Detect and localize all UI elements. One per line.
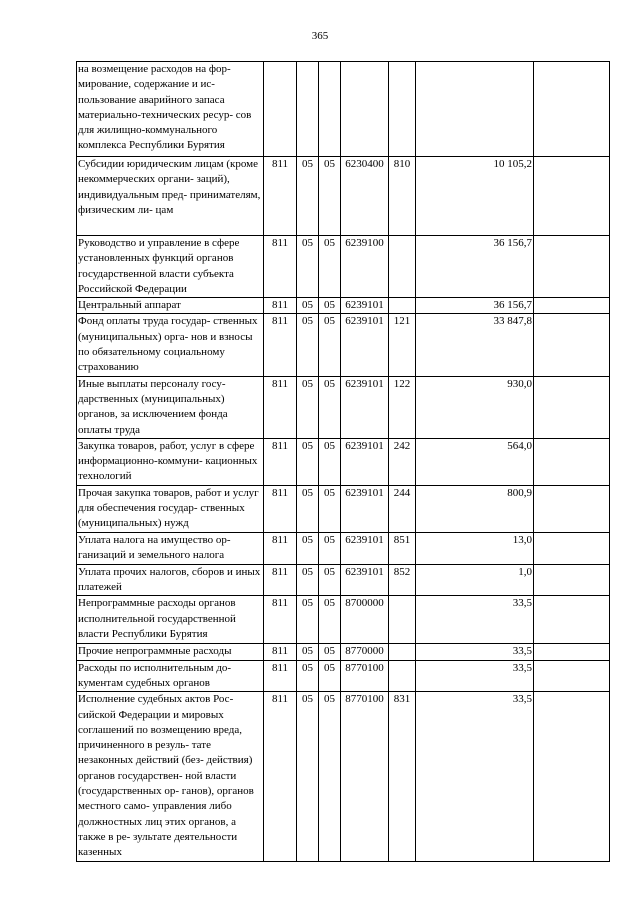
table-row (77, 314, 610, 376)
table-row (77, 298, 610, 314)
section-code: 05 (297, 564, 319, 596)
article-code: 8700000 (341, 596, 389, 644)
section-code: 05 (297, 660, 319, 692)
subsection-code: 05 (319, 532, 341, 564)
section-code: 05 (297, 438, 319, 485)
department-code: 811 (264, 376, 297, 438)
amount: 10 105,2 (416, 157, 534, 236)
amount: 930,0 (416, 376, 534, 438)
empty-cell (534, 62, 610, 157)
subsection-code: 05 (319, 596, 341, 644)
amount: 33 847,8 (416, 314, 534, 376)
article-code: 6239101 (341, 438, 389, 485)
article-code: 6230400 (341, 157, 389, 236)
subsection-code: 05 (319, 485, 341, 532)
expense-type-code: 852 (389, 564, 416, 596)
article-code (341, 62, 389, 157)
department-code: 811 (264, 532, 297, 564)
amount: 33,5 (416, 660, 534, 692)
subsection-code (319, 62, 341, 157)
expense-type-code (389, 644, 416, 660)
table-row (77, 485, 610, 532)
amount (416, 62, 534, 157)
section-code: 05 (297, 644, 319, 660)
amount: 33,5 (416, 644, 534, 660)
department-code: 811 (264, 660, 297, 692)
department-code: 811 (264, 644, 297, 660)
department-code: 811 (264, 298, 297, 314)
empty-cell (534, 236, 610, 298)
empty-cell (534, 298, 610, 314)
table-row (77, 644, 610, 660)
department-code: 811 (264, 157, 297, 236)
table-row (77, 376, 610, 438)
row-label: Фонд оплаты труда государ- ственных (муниципальных) орга- нов и взносы по обязательному социальному страхованию (77, 314, 264, 376)
table-row (77, 157, 610, 236)
department-code: 811 (264, 236, 297, 298)
article-code: 6239101 (341, 376, 389, 438)
section-code: 05 (297, 157, 319, 236)
empty-cell (534, 485, 610, 532)
table-row (77, 564, 610, 596)
section-code: 05 (297, 236, 319, 298)
department-code: 811 (264, 485, 297, 532)
amount: 33,5 (416, 596, 534, 644)
department-code: 811 (264, 564, 297, 596)
row-label: на возмещение расходов на фор- мирование, содержание и ис- пользование аварийного запаса материально-технических ресур- сов для жилищно-коммунального комплекса Республики Бурятия (77, 62, 264, 157)
expense-type-code: 242 (389, 438, 416, 485)
table-row (77, 532, 610, 564)
subsection-code: 05 (319, 157, 341, 236)
table-row (77, 596, 610, 644)
expense-type-code (389, 660, 416, 692)
section-code: 05 (297, 376, 319, 438)
row-label: Руководство и управление в сфере установленных функций органов государственной власти субъекта Российской Федерации (77, 236, 264, 298)
section-code: 05 (297, 596, 319, 644)
section-code: 05 (297, 692, 319, 861)
amount: 33,5 (416, 692, 534, 861)
empty-cell (534, 660, 610, 692)
amount: 36 156,7 (416, 236, 534, 298)
row-label: Иные выплаты персоналу госу- дарственных (муниципальных) органов, за исключением фонда оплаты труда (77, 376, 264, 438)
section-code (297, 62, 319, 157)
article-code: 6239101 (341, 314, 389, 376)
table-row (77, 62, 610, 157)
amount: 1,0 (416, 564, 534, 596)
table-row (77, 692, 610, 861)
subsection-code: 05 (319, 564, 341, 596)
empty-cell (534, 157, 610, 236)
article-code: 6239101 (341, 298, 389, 314)
subsection-code: 05 (319, 376, 341, 438)
expense-type-code: 122 (389, 376, 416, 438)
section-code: 05 (297, 485, 319, 532)
department-code: 811 (264, 438, 297, 485)
row-label: Прочая закупка товаров, работ и услуг для обеспечения государ- ственных (муниципальных) нужд (77, 485, 264, 532)
section-code: 05 (297, 314, 319, 376)
article-code: 8770100 (341, 692, 389, 861)
subsection-code: 05 (319, 644, 341, 660)
subsection-code: 05 (319, 314, 341, 376)
article-code: 8770000 (341, 644, 389, 660)
amount: 564,0 (416, 438, 534, 485)
section-code: 05 (297, 532, 319, 564)
subsection-code: 05 (319, 236, 341, 298)
expense-type-code: 851 (389, 532, 416, 564)
article-code: 8770100 (341, 660, 389, 692)
expense-type-code: 810 (389, 157, 416, 236)
article-code: 6239100 (341, 236, 389, 298)
table-row (77, 660, 610, 692)
empty-cell (534, 438, 610, 485)
row-label: Уплата налога на имущество ор- ганизаций и земельного налога (77, 532, 264, 564)
row-label: Закупка товаров, работ, услуг в сфере информационно-коммуни- кационных технологий (77, 438, 264, 485)
department-code: 811 (264, 692, 297, 861)
department-code: 811 (264, 314, 297, 376)
amount: 800,9 (416, 485, 534, 532)
page-number: 365 (311, 30, 329, 42)
article-code: 6239101 (341, 564, 389, 596)
expense-type-code (389, 62, 416, 157)
department-code (264, 62, 297, 157)
empty-cell (534, 314, 610, 376)
subsection-code: 05 (319, 438, 341, 485)
empty-cell (534, 596, 610, 644)
row-label: Прочие непрограммные расходы (77, 644, 264, 660)
table-row (77, 236, 610, 298)
subsection-code: 05 (319, 660, 341, 692)
table-row (77, 438, 610, 485)
row-label: Непрограммные расходы органов исполнительной государственной власти Республики Бурятия (77, 596, 264, 644)
expense-type-code: 121 (389, 314, 416, 376)
amount: 36 156,7 (416, 298, 534, 314)
amount: 13,0 (416, 532, 534, 564)
expense-type-code (389, 236, 416, 298)
section-code: 05 (297, 298, 319, 314)
empty-cell (534, 692, 610, 861)
row-label: Расходы по исполнительным до- кументам судебных органов (77, 660, 264, 692)
department-code: 811 (264, 596, 297, 644)
article-code: 6239101 (341, 532, 389, 564)
empty-cell (534, 532, 610, 564)
budget-table (76, 61, 610, 862)
subsection-code: 05 (319, 692, 341, 861)
empty-cell (534, 376, 610, 438)
expense-type-code: 244 (389, 485, 416, 532)
empty-cell (534, 564, 610, 596)
row-label: Уплата прочих налогов, сборов и иных платежей (77, 564, 264, 596)
subsection-code: 05 (319, 298, 341, 314)
article-code: 6239101 (341, 485, 389, 532)
row-label: Субсидии юридическим лицам (кроме некоммерческих органи- заций), индивидуальным пред- принимателям, физическим ли- цам (77, 157, 264, 236)
row-label: Исполнение судебных актов Рос- сийской Федерации и мировых соглашений по возмещению вреда, причиненного в резуль- тате незаконных действий (без- действия) органов государствен- ной власти (государственных ор- ганов), органов местного само- управления либо должностных лиц этих органов, а также в ре- зультате деятельности казенных (77, 692, 264, 861)
expense-type-code (389, 596, 416, 644)
expense-type-code: 831 (389, 692, 416, 861)
expense-type-code (389, 298, 416, 314)
empty-cell (534, 644, 610, 660)
row-label: Центральный аппарат (77, 298, 264, 314)
